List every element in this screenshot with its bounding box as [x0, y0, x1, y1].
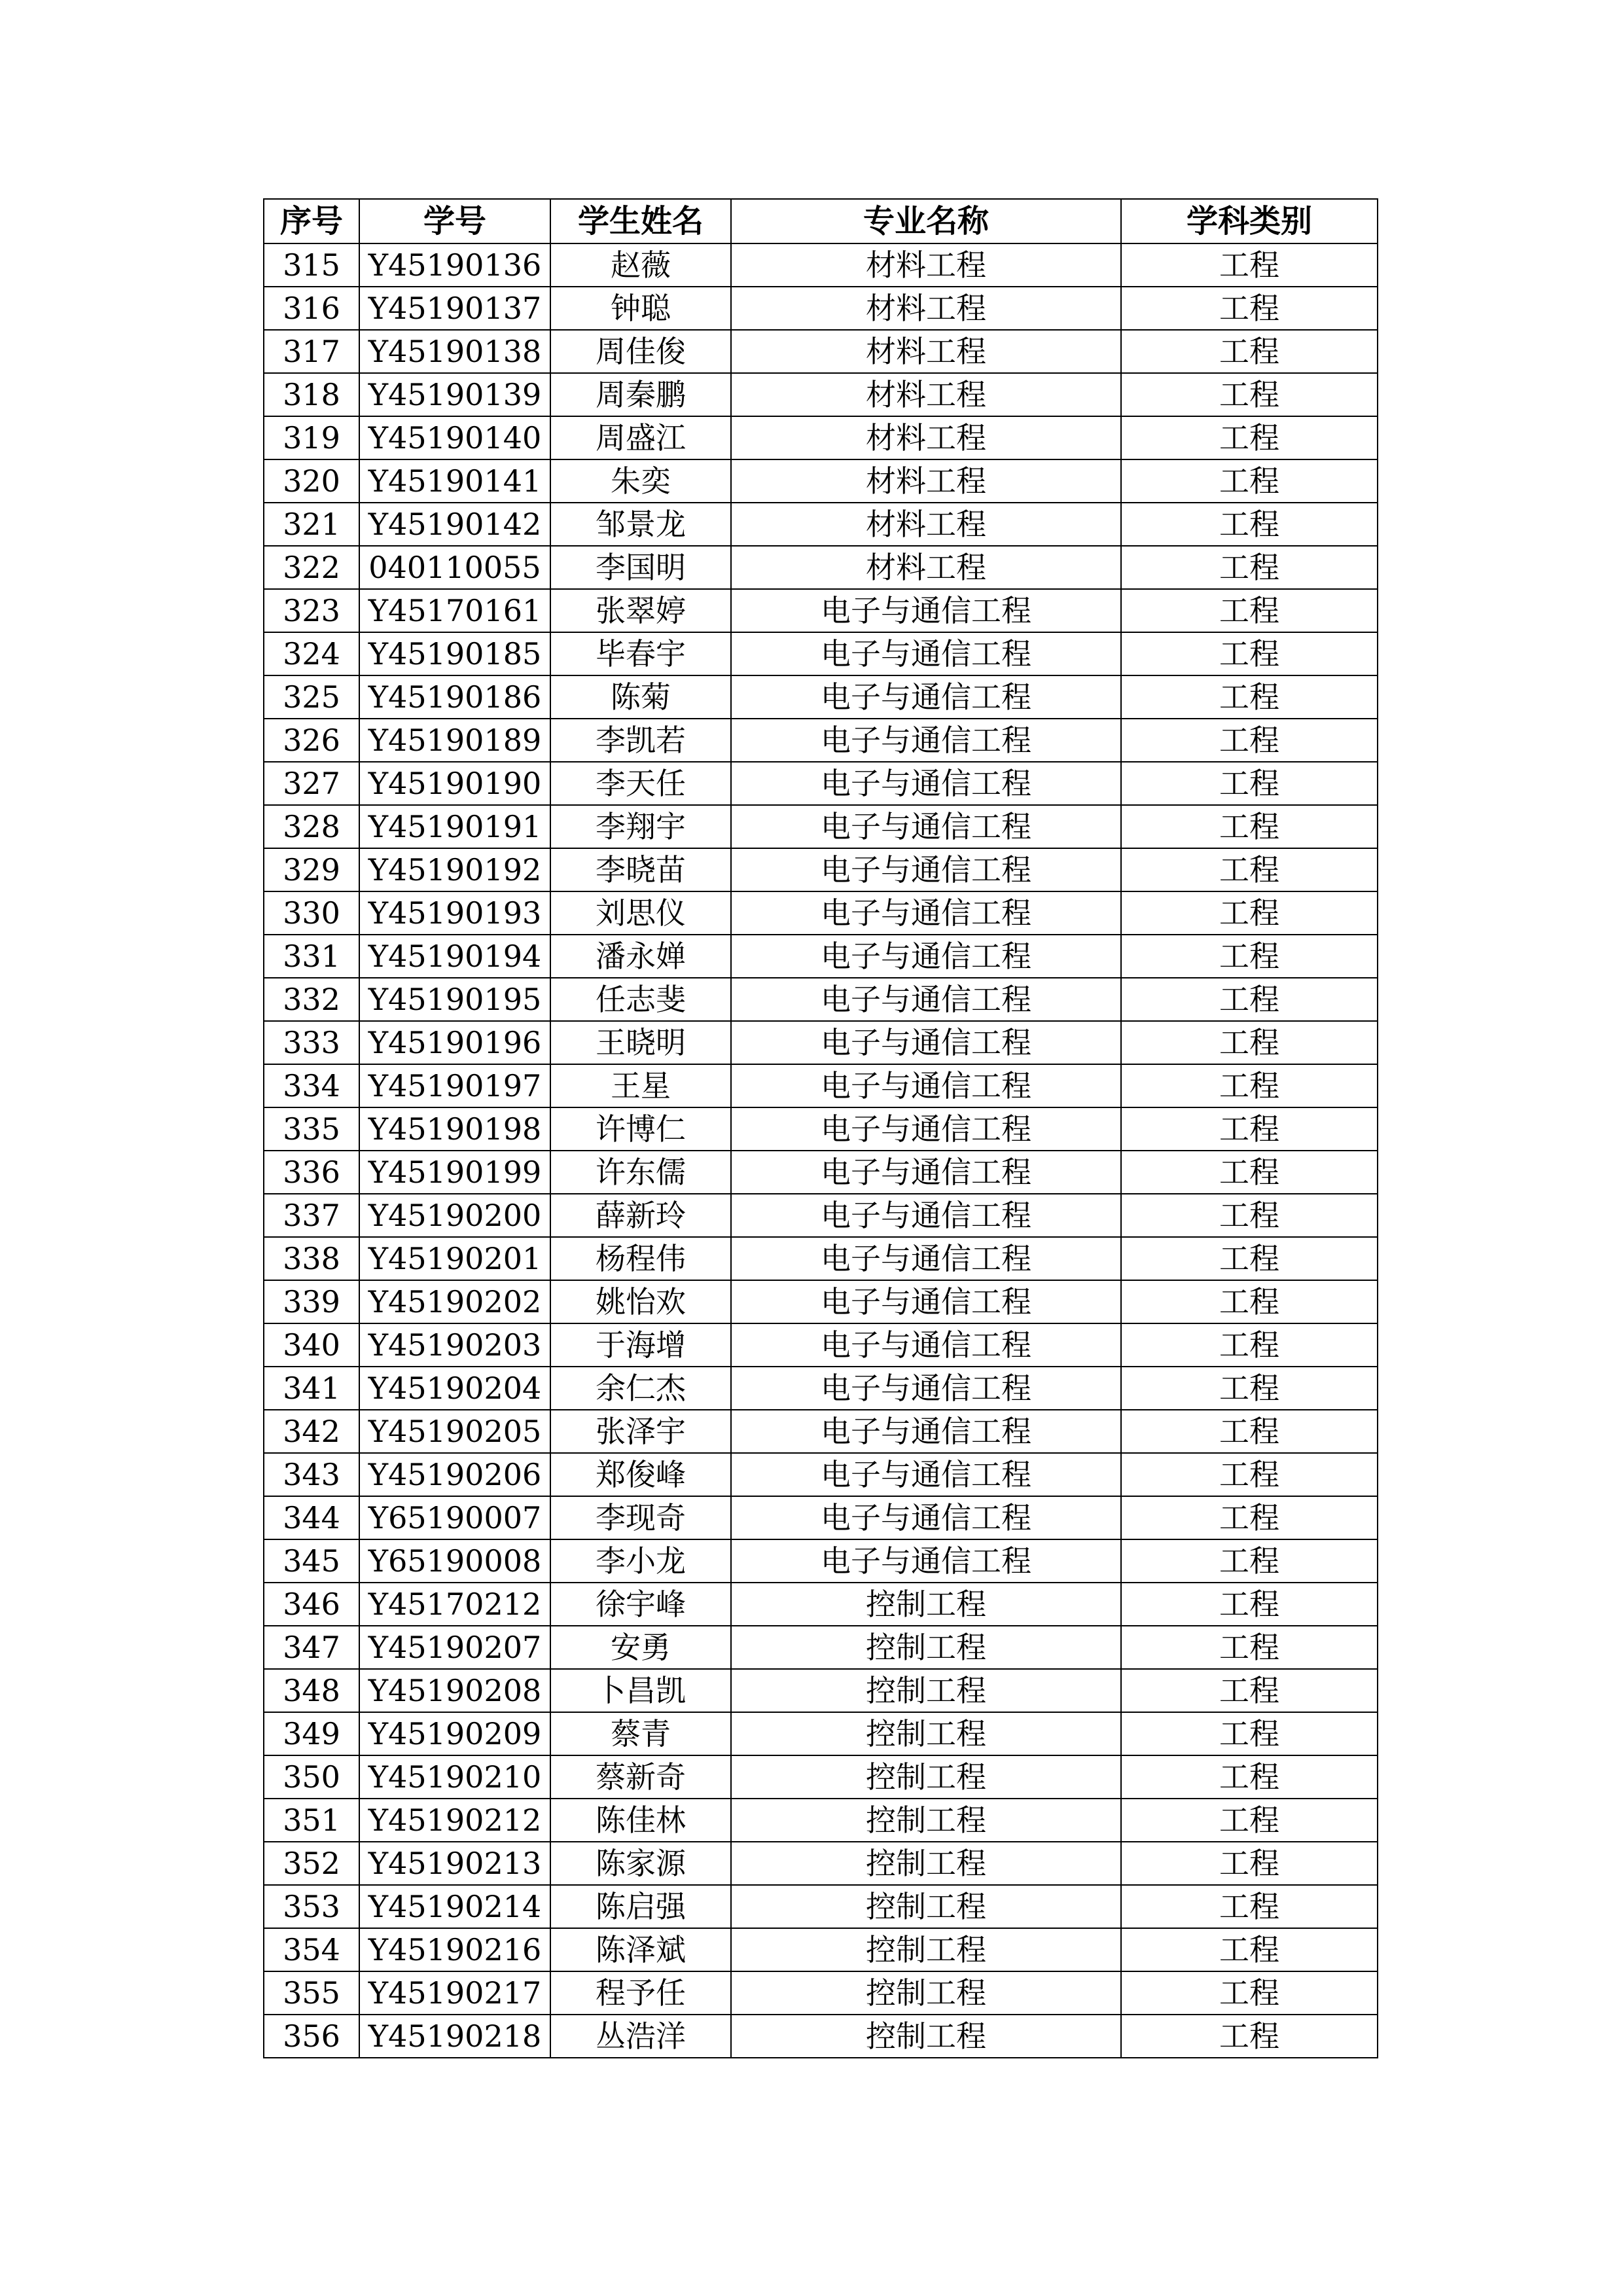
cell-student-name: 薛新玲	[550, 1194, 731, 1237]
table-row	[264, 1323, 1378, 1367]
cell-seq: 347	[264, 1626, 359, 1669]
cell-student-id: Y45190195	[359, 978, 550, 1021]
cell-seq: 350	[264, 1755, 359, 1799]
cell-student-name: 张翠婷	[550, 589, 731, 632]
cell-category: 工程	[1121, 891, 1378, 935]
cell-student-id: Y45190193	[359, 891, 550, 935]
cell-major: 电子与通信工程	[731, 1064, 1121, 1107]
cell-student-id: Y45190209	[359, 1712, 550, 1755]
cell-major: 电子与通信工程	[731, 1410, 1121, 1453]
table-row	[264, 1669, 1378, 1712]
cell-major: 电子与通信工程	[731, 1194, 1121, 1237]
cell-category: 工程	[1121, 675, 1378, 719]
cell-seq: 349	[264, 1712, 359, 1755]
cell-student-id: Y45170212	[359, 1583, 550, 1626]
cell-student-id: Y45190206	[359, 1453, 550, 1496]
cell-student-name: 陈佳林	[550, 1799, 731, 1842]
cell-student-name: 李凯若	[550, 719, 731, 762]
table-row	[264, 632, 1378, 675]
cell-category: 工程	[1121, 373, 1378, 416]
cell-category: 工程	[1121, 1280, 1378, 1323]
cell-student-name: 朱奕	[550, 459, 731, 503]
table-row	[264, 978, 1378, 1021]
cell-student-id: Y45190200	[359, 1194, 550, 1237]
table-row	[264, 1021, 1378, 1064]
cell-seq: 344	[264, 1496, 359, 1539]
cell-student-id: Y45190136	[359, 243, 550, 287]
cell-category: 工程	[1121, 1712, 1378, 1755]
cell-major: 控制工程	[731, 2015, 1121, 2058]
cell-student-name: 陈家源	[550, 1842, 731, 1885]
cell-student-id: Y45190141	[359, 459, 550, 503]
cell-category: 工程	[1121, 416, 1378, 459]
cell-category: 工程	[1121, 1842, 1378, 1885]
cell-student-id: Y45190208	[359, 1669, 550, 1712]
cell-student-name: 王晓明	[550, 1021, 731, 1064]
cell-student-id: Y45190204	[359, 1367, 550, 1410]
cell-student-name: 许东儒	[550, 1151, 731, 1194]
cell-category: 工程	[1121, 1583, 1378, 1626]
cell-seq: 345	[264, 1539, 359, 1583]
cell-category: 工程	[1121, 546, 1378, 589]
table-row	[264, 416, 1378, 459]
cell-student-id: Y45190203	[359, 1323, 550, 1367]
cell-student-name: 陈启强	[550, 1885, 731, 1928]
cell-seq: 343	[264, 1453, 359, 1496]
cell-student-name: 刘思仪	[550, 891, 731, 935]
table-row	[264, 1151, 1378, 1194]
cell-major: 电子与通信工程	[731, 1237, 1121, 1280]
cell-major: 电子与通信工程	[731, 632, 1121, 675]
cell-seq: 319	[264, 416, 359, 459]
cell-student-id: Y45190199	[359, 1151, 550, 1194]
cell-major: 电子与通信工程	[731, 762, 1121, 805]
cell-seq: 341	[264, 1367, 359, 1410]
cell-seq: 340	[264, 1323, 359, 1367]
table-row	[264, 1842, 1378, 1885]
table-header-row	[264, 199, 1378, 243]
cell-seq: 348	[264, 1669, 359, 1712]
cell-student-name: 卜昌凯	[550, 1669, 731, 1712]
table-row	[264, 1799, 1378, 1842]
cell-major: 材料工程	[731, 459, 1121, 503]
cell-major: 材料工程	[731, 287, 1121, 330]
cell-major: 电子与通信工程	[731, 719, 1121, 762]
table-row	[264, 762, 1378, 805]
cell-category: 工程	[1121, 243, 1378, 287]
cell-student-name: 毕春宇	[550, 632, 731, 675]
cell-seq: 324	[264, 632, 359, 675]
cell-student-id: Y45190189	[359, 719, 550, 762]
cell-student-name: 陈菊	[550, 675, 731, 719]
cell-seq: 317	[264, 330, 359, 373]
cell-student-name: 徐宇峰	[550, 1583, 731, 1626]
cell-seq: 331	[264, 935, 359, 978]
cell-seq: 342	[264, 1410, 359, 1453]
cell-student-name: 程予任	[550, 1971, 731, 2015]
cell-category: 工程	[1121, 848, 1378, 891]
table-row	[264, 1194, 1378, 1237]
cell-student-name: 李小龙	[550, 1539, 731, 1583]
table-row	[264, 2015, 1378, 2058]
table-row	[264, 1237, 1378, 1280]
table-row	[264, 1064, 1378, 1107]
cell-student-id: Y45190216	[359, 1928, 550, 1971]
cell-major: 电子与通信工程	[731, 805, 1121, 848]
cell-seq: 322	[264, 546, 359, 589]
cell-seq: 356	[264, 2015, 359, 2058]
table-row	[264, 1539, 1378, 1583]
cell-major: 电子与通信工程	[731, 1107, 1121, 1151]
cell-student-id: Y45190191	[359, 805, 550, 848]
table-row	[264, 1496, 1378, 1539]
cell-seq: 332	[264, 978, 359, 1021]
cell-student-name: 杨程伟	[550, 1237, 731, 1280]
cell-major: 电子与通信工程	[731, 1539, 1121, 1583]
cell-student-name: 姚怡欢	[550, 1280, 731, 1323]
table-row	[264, 1367, 1378, 1410]
cell-seq: 353	[264, 1885, 359, 1928]
cell-major: 电子与通信工程	[731, 978, 1121, 1021]
cell-student-name: 邹景龙	[550, 503, 731, 546]
cell-student-name: 李翔宇	[550, 805, 731, 848]
cell-student-id: Y65190008	[359, 1539, 550, 1583]
table-row	[264, 459, 1378, 503]
cell-student-id: Y45190202	[359, 1280, 550, 1323]
cell-seq: 325	[264, 675, 359, 719]
table-row	[264, 848, 1378, 891]
cell-category: 工程	[1121, 2015, 1378, 2058]
table-row	[264, 1971, 1378, 2015]
cell-category: 工程	[1121, 1367, 1378, 1410]
cell-major: 控制工程	[731, 1799, 1121, 1842]
cell-student-id: Y45190142	[359, 503, 550, 546]
table-row	[264, 1107, 1378, 1151]
cell-category: 工程	[1121, 1539, 1378, 1583]
table-row	[264, 1410, 1378, 1453]
cell-seq: 335	[264, 1107, 359, 1151]
cell-category: 工程	[1121, 1799, 1378, 1842]
cell-student-id: Y45190212	[359, 1799, 550, 1842]
cell-student-id: Y45190210	[359, 1755, 550, 1799]
header-student-id: 学号	[359, 199, 550, 243]
cell-category: 工程	[1121, 503, 1378, 546]
cell-student-name: 任志斐	[550, 978, 731, 1021]
cell-student-name: 蔡青	[550, 1712, 731, 1755]
cell-major: 材料工程	[731, 503, 1121, 546]
table-row	[264, 805, 1378, 848]
cell-student-name: 周秦鹏	[550, 373, 731, 416]
cell-student-name: 钟聪	[550, 287, 731, 330]
cell-seq: 328	[264, 805, 359, 848]
cell-category: 工程	[1121, 632, 1378, 675]
cell-category: 工程	[1121, 1410, 1378, 1453]
cell-student-id: Y45190190	[359, 762, 550, 805]
student-roster-table	[263, 198, 1378, 2058]
cell-category: 工程	[1121, 1496, 1378, 1539]
cell-major: 电子与通信工程	[731, 1151, 1121, 1194]
cell-student-name: 李国明	[550, 546, 731, 589]
cell-major: 控制工程	[731, 1928, 1121, 1971]
cell-student-name: 王星	[550, 1064, 731, 1107]
cell-student-id: 040110055	[359, 546, 550, 589]
header-major: 专业名称	[731, 199, 1121, 243]
cell-category: 工程	[1121, 459, 1378, 503]
cell-category: 工程	[1121, 1151, 1378, 1194]
cell-category: 工程	[1121, 935, 1378, 978]
cell-seq: 334	[264, 1064, 359, 1107]
cell-seq: 354	[264, 1928, 359, 1971]
cell-category: 工程	[1121, 1237, 1378, 1280]
table-row	[264, 1755, 1378, 1799]
cell-major: 电子与通信工程	[731, 935, 1121, 978]
cell-seq: 330	[264, 891, 359, 935]
table-row	[264, 589, 1378, 632]
cell-major: 电子与通信工程	[731, 891, 1121, 935]
cell-seq: 333	[264, 1021, 359, 1064]
cell-category: 工程	[1121, 1194, 1378, 1237]
cell-major: 材料工程	[731, 373, 1121, 416]
cell-category: 工程	[1121, 1669, 1378, 1712]
cell-major: 材料工程	[731, 330, 1121, 373]
cell-category: 工程	[1121, 1755, 1378, 1799]
cell-major: 材料工程	[731, 243, 1121, 287]
cell-student-id: Y45190194	[359, 935, 550, 978]
cell-student-name: 安勇	[550, 1626, 731, 1669]
cell-category: 工程	[1121, 1021, 1378, 1064]
cell-student-id: Y45190185	[359, 632, 550, 675]
cell-category: 工程	[1121, 1885, 1378, 1928]
cell-category: 工程	[1121, 719, 1378, 762]
cell-seq: 326	[264, 719, 359, 762]
cell-category: 工程	[1121, 762, 1378, 805]
cell-major: 材料工程	[731, 546, 1121, 589]
table-row	[264, 1885, 1378, 1928]
cell-seq: 338	[264, 1237, 359, 1280]
cell-major: 电子与通信工程	[731, 1367, 1121, 1410]
cell-category: 工程	[1121, 1928, 1378, 1971]
cell-category: 工程	[1121, 978, 1378, 1021]
cell-student-name: 周佳俊	[550, 330, 731, 373]
cell-seq: 352	[264, 1842, 359, 1885]
cell-student-id: Y45190218	[359, 2015, 550, 2058]
cell-student-id: Y45190140	[359, 416, 550, 459]
table-row	[264, 330, 1378, 373]
header-student-name: 学生姓名	[550, 199, 731, 243]
cell-category: 工程	[1121, 1453, 1378, 1496]
cell-seq: 351	[264, 1799, 359, 1842]
cell-student-id: Y45190139	[359, 373, 550, 416]
cell-category: 工程	[1121, 1107, 1378, 1151]
table-row	[264, 243, 1378, 287]
header-seq: 序号	[264, 199, 359, 243]
cell-category: 工程	[1121, 589, 1378, 632]
cell-student-id: Y45190186	[359, 675, 550, 719]
cell-seq: 318	[264, 373, 359, 416]
table-row	[264, 373, 1378, 416]
cell-major: 控制工程	[731, 1712, 1121, 1755]
cell-major: 控制工程	[731, 1755, 1121, 1799]
cell-student-name: 潘永婵	[550, 935, 731, 978]
table-row	[264, 1626, 1378, 1669]
cell-student-id: Y45190214	[359, 1885, 550, 1928]
cell-student-name: 许博仁	[550, 1107, 731, 1151]
cell-major: 电子与通信工程	[731, 589, 1121, 632]
cell-seq: 336	[264, 1151, 359, 1194]
cell-major: 电子与通信工程	[731, 1453, 1121, 1496]
header-category: 学科类别	[1121, 199, 1378, 243]
table-body	[264, 243, 1378, 2058]
cell-student-name: 郑俊峰	[550, 1453, 731, 1496]
table-row	[264, 546, 1378, 589]
cell-major: 控制工程	[731, 1971, 1121, 2015]
cell-student-id: Y45190205	[359, 1410, 550, 1453]
cell-category: 工程	[1121, 805, 1378, 848]
cell-student-name: 赵薇	[550, 243, 731, 287]
table-row	[264, 675, 1378, 719]
cell-major: 电子与通信工程	[731, 1323, 1121, 1367]
cell-major: 电子与通信工程	[731, 675, 1121, 719]
cell-student-id: Y45190192	[359, 848, 550, 891]
table-row	[264, 503, 1378, 546]
cell-category: 工程	[1121, 1323, 1378, 1367]
cell-major: 材料工程	[731, 416, 1121, 459]
cell-seq: 321	[264, 503, 359, 546]
cell-seq: 337	[264, 1194, 359, 1237]
cell-category: 工程	[1121, 1626, 1378, 1669]
cell-student-id: Y45190197	[359, 1064, 550, 1107]
table-row	[264, 1280, 1378, 1323]
cell-major: 控制工程	[731, 1885, 1121, 1928]
cell-student-name: 余仁杰	[550, 1367, 731, 1410]
cell-student-name: 李晓苗	[550, 848, 731, 891]
cell-student-id: Y45190207	[359, 1626, 550, 1669]
table-row	[264, 1928, 1378, 1971]
cell-seq: 327	[264, 762, 359, 805]
cell-student-name: 蔡新奇	[550, 1755, 731, 1799]
cell-seq: 346	[264, 1583, 359, 1626]
cell-major: 控制工程	[731, 1626, 1121, 1669]
table-row	[264, 935, 1378, 978]
cell-student-id: Y45190137	[359, 287, 550, 330]
table-row	[264, 1453, 1378, 1496]
cell-student-name: 陈泽斌	[550, 1928, 731, 1971]
cell-student-name: 周盛江	[550, 416, 731, 459]
cell-major: 电子与通信工程	[731, 1021, 1121, 1064]
cell-category: 工程	[1121, 287, 1378, 330]
cell-student-name: 丛浩洋	[550, 2015, 731, 2058]
cell-major: 控制工程	[731, 1842, 1121, 1885]
cell-student-id: Y65190007	[359, 1496, 550, 1539]
cell-student-name: 李天任	[550, 762, 731, 805]
table-row	[264, 1583, 1378, 1626]
table-row	[264, 287, 1378, 330]
cell-student-id: Y45190201	[359, 1237, 550, 1280]
cell-student-name: 李现奇	[550, 1496, 731, 1539]
cell-major: 控制工程	[731, 1669, 1121, 1712]
table-row	[264, 891, 1378, 935]
cell-student-name: 张泽宇	[550, 1410, 731, 1453]
cell-category: 工程	[1121, 1971, 1378, 2015]
cell-student-id: Y45190217	[359, 1971, 550, 2015]
cell-seq: 339	[264, 1280, 359, 1323]
cell-major: 电子与通信工程	[731, 848, 1121, 891]
cell-seq: 316	[264, 287, 359, 330]
cell-seq: 320	[264, 459, 359, 503]
cell-student-id: Y45170161	[359, 589, 550, 632]
cell-category: 工程	[1121, 1064, 1378, 1107]
cell-student-id: Y45190198	[359, 1107, 550, 1151]
cell-seq: 323	[264, 589, 359, 632]
cell-student-name: 于海增	[550, 1323, 731, 1367]
cell-category: 工程	[1121, 330, 1378, 373]
cell-student-id: Y45190138	[359, 330, 550, 373]
table-row	[264, 719, 1378, 762]
cell-student-id: Y45190213	[359, 1842, 550, 1885]
cell-major: 电子与通信工程	[731, 1280, 1121, 1323]
cell-major: 电子与通信工程	[731, 1496, 1121, 1539]
cell-student-id: Y45190196	[359, 1021, 550, 1064]
table-row	[264, 1712, 1378, 1755]
cell-seq: 329	[264, 848, 359, 891]
cell-seq: 315	[264, 243, 359, 287]
cell-seq: 355	[264, 1971, 359, 2015]
cell-major: 控制工程	[731, 1583, 1121, 1626]
